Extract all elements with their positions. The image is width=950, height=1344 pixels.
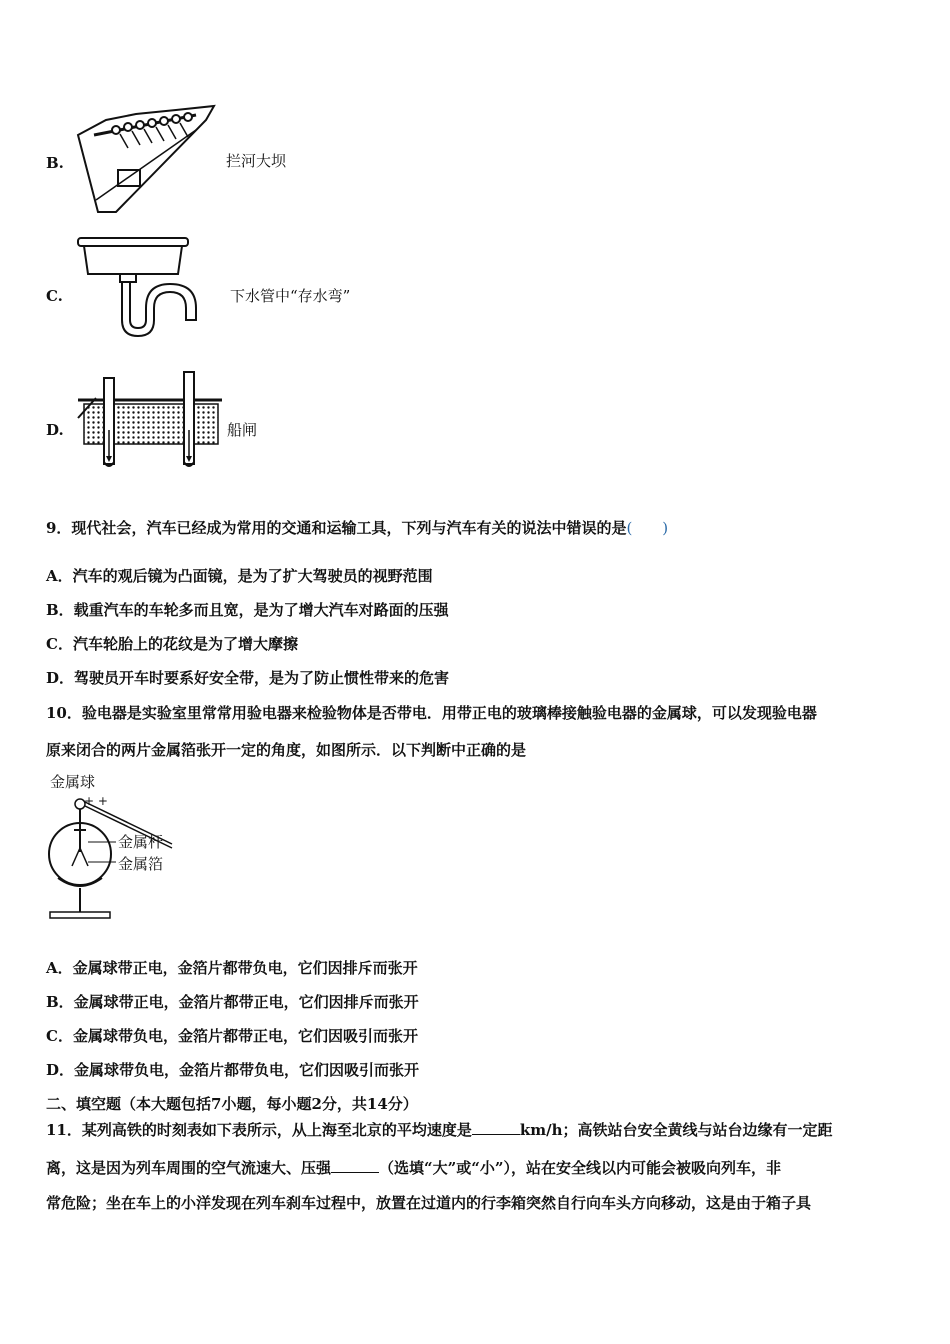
q10-line2: 原来闭合的两片金属箔张开一定的角度，如图所示．以下判断中正确的是 bbox=[46, 741, 527, 759]
q11-line3: 常危险；坐在车上的小洋发现在列车刹车过程中，放置在过道内的行李箱突然自行向车头方向移动，这是由于箱子具 bbox=[46, 1194, 812, 1212]
option-d-letter: D. bbox=[46, 421, 64, 439]
q9-option-b: B．载重汽车的车轮多而且宽，是为了增大汽车对路面的压强 bbox=[46, 601, 449, 619]
q10-option-b: B．金属球带正电，金箔片都带正电，它们因排斥而张开 bbox=[46, 993, 419, 1011]
option-b-caption: 拦河大坝 bbox=[226, 152, 287, 170]
label-ball: 金属球 bbox=[50, 773, 96, 791]
q10-option-d: D．金属球带负电，金箔片都带负电，它们因吸引而张开 bbox=[46, 1061, 420, 1079]
sink-trap-figure bbox=[76, 236, 226, 346]
q10-option-a: A．金属球带正电，金箔片都带负电，它们因排斥而张开 bbox=[46, 959, 418, 977]
q9-option-c: C．汽车轮胎上的花纹是为了增大摩擦 bbox=[46, 635, 298, 653]
q11-blank-1[interactable] bbox=[472, 1120, 520, 1135]
q10-option-c: C．金属球带负电，金箔片都带正电，它们因吸引而张开 bbox=[46, 1027, 418, 1045]
electroscope-figure bbox=[40, 770, 190, 930]
label-foil: 金属箔 bbox=[118, 855, 164, 873]
q11-line2: 离，这是因为列车周围的空气流速大、压强 （选填“大”或“小”），站在安全线以内可能会被吸向列车，非 bbox=[46, 1159, 782, 1177]
charge-marks: + + bbox=[84, 794, 108, 808]
section-heading: 二、填空题（本大题包括7小题，每小题2分，共14分） bbox=[46, 1095, 418, 1113]
q9-stem: 9．现代社会，汽车已经成为常用的交通和运输工具，下列与汽车有关的说法中错误的是( ) bbox=[46, 519, 669, 537]
q11-line1: 11．某列高铁的时刻表如下表所示，从上海至北京的平均速度是 km/h；高铁站台安全黄线与站台边缘有一定距 bbox=[46, 1121, 833, 1139]
q9-option-d: D．驾驶员开车时要系好安全带，是为了防止惯性带来的危害 bbox=[46, 669, 450, 687]
q11-blank-2[interactable] bbox=[331, 1158, 379, 1173]
label-rod: 金属杆 bbox=[118, 833, 164, 851]
dam-figure bbox=[76, 100, 226, 220]
option-c-caption: 下水管中“存水弯” bbox=[230, 287, 351, 305]
ship-lock-figure bbox=[76, 370, 226, 480]
option-c-letter: C. bbox=[46, 287, 63, 305]
option-b-letter: B. bbox=[46, 154, 64, 172]
q9-option-a: A．汽车的观后镜为凸面镜，是为了扩大驾驶员的视野范围 bbox=[46, 567, 433, 585]
q10-line1: 10．验电器是实验室里常常用验电器来检验物体是否带电．用带正电的玻璃棒接触验电器的金属球，可以发现验电器 bbox=[46, 704, 817, 722]
option-d-caption: 船闸 bbox=[227, 421, 258, 439]
